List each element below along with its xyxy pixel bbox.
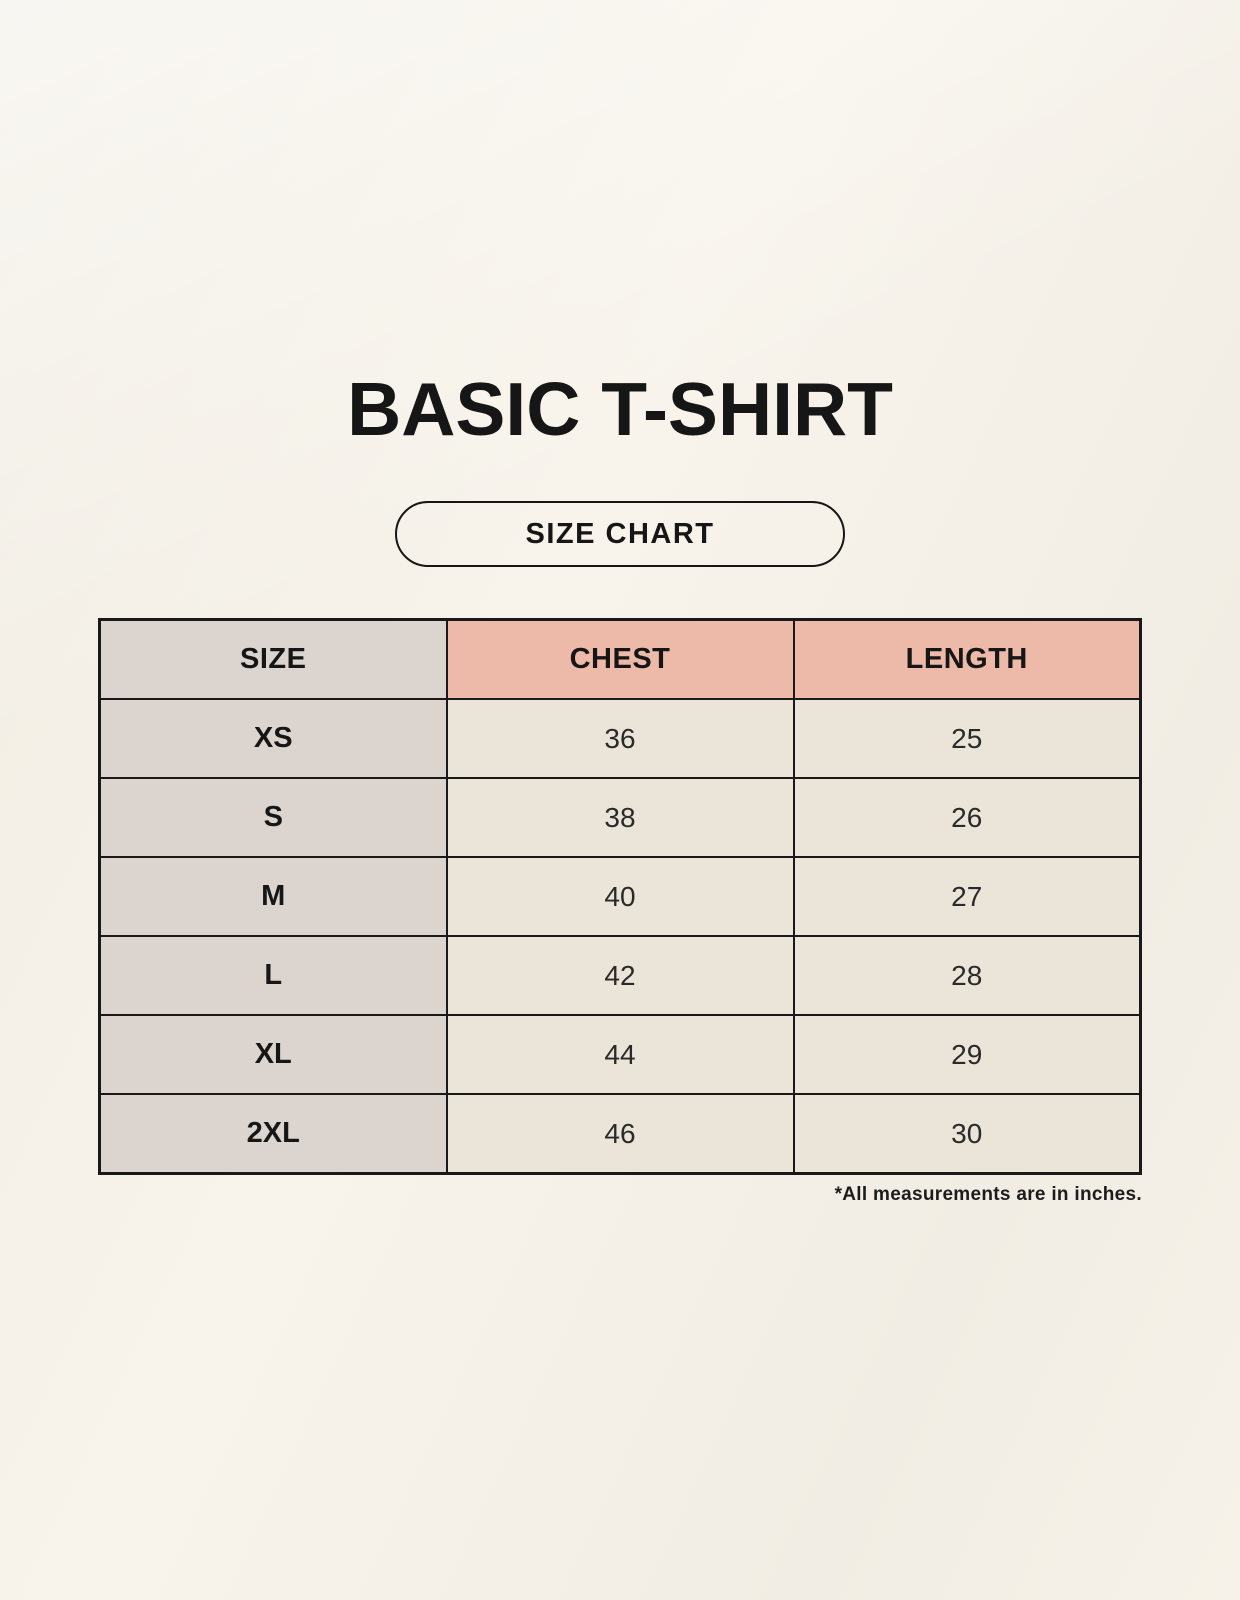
- column-header-size: SIZE: [100, 620, 447, 700]
- measurements-footnote: *All measurements are in inches.: [834, 1184, 1142, 1205]
- column-header-chest: CHEST: [447, 620, 794, 700]
- length-value: 29: [794, 1015, 1141, 1094]
- length-value: 26: [794, 778, 1141, 857]
- size-chart-badge[interactable]: [395, 501, 845, 567]
- length-value: 30: [794, 1094, 1141, 1174]
- table-row-2xl: [100, 1094, 1141, 1174]
- size-label: M: [100, 857, 447, 936]
- chest-value: 46: [447, 1094, 794, 1174]
- size-label: 2XL: [100, 1094, 447, 1174]
- size-chart-table-container: [98, 618, 1142, 1206]
- table-row-xs: [100, 699, 1141, 778]
- length-value: 28: [794, 936, 1141, 1015]
- page-title: BASIC T-SHIRT: [347, 367, 893, 451]
- length-value: 25: [794, 699, 1141, 778]
- table-row-l: [100, 936, 1141, 1015]
- size-label: XL: [100, 1015, 447, 1094]
- chest-value: 40: [447, 857, 794, 936]
- chest-value: 38: [447, 778, 794, 857]
- chest-value: 42: [447, 936, 794, 1015]
- size-label: XS: [100, 699, 447, 778]
- size-label: S: [100, 778, 447, 857]
- table-row-s: [100, 778, 1141, 857]
- size-chart-table: [98, 618, 1142, 1175]
- table-row-xl: [100, 1015, 1141, 1094]
- size-label: L: [100, 936, 447, 1015]
- chest-value: 44: [447, 1015, 794, 1094]
- table-header-row: [100, 620, 1141, 700]
- chest-value: 36: [447, 699, 794, 778]
- size-chart-badge-label: SIZE CHART: [525, 517, 715, 550]
- column-header-length: LENGTH: [794, 620, 1141, 700]
- length-value: 27: [794, 857, 1141, 936]
- table-row-m: [100, 857, 1141, 936]
